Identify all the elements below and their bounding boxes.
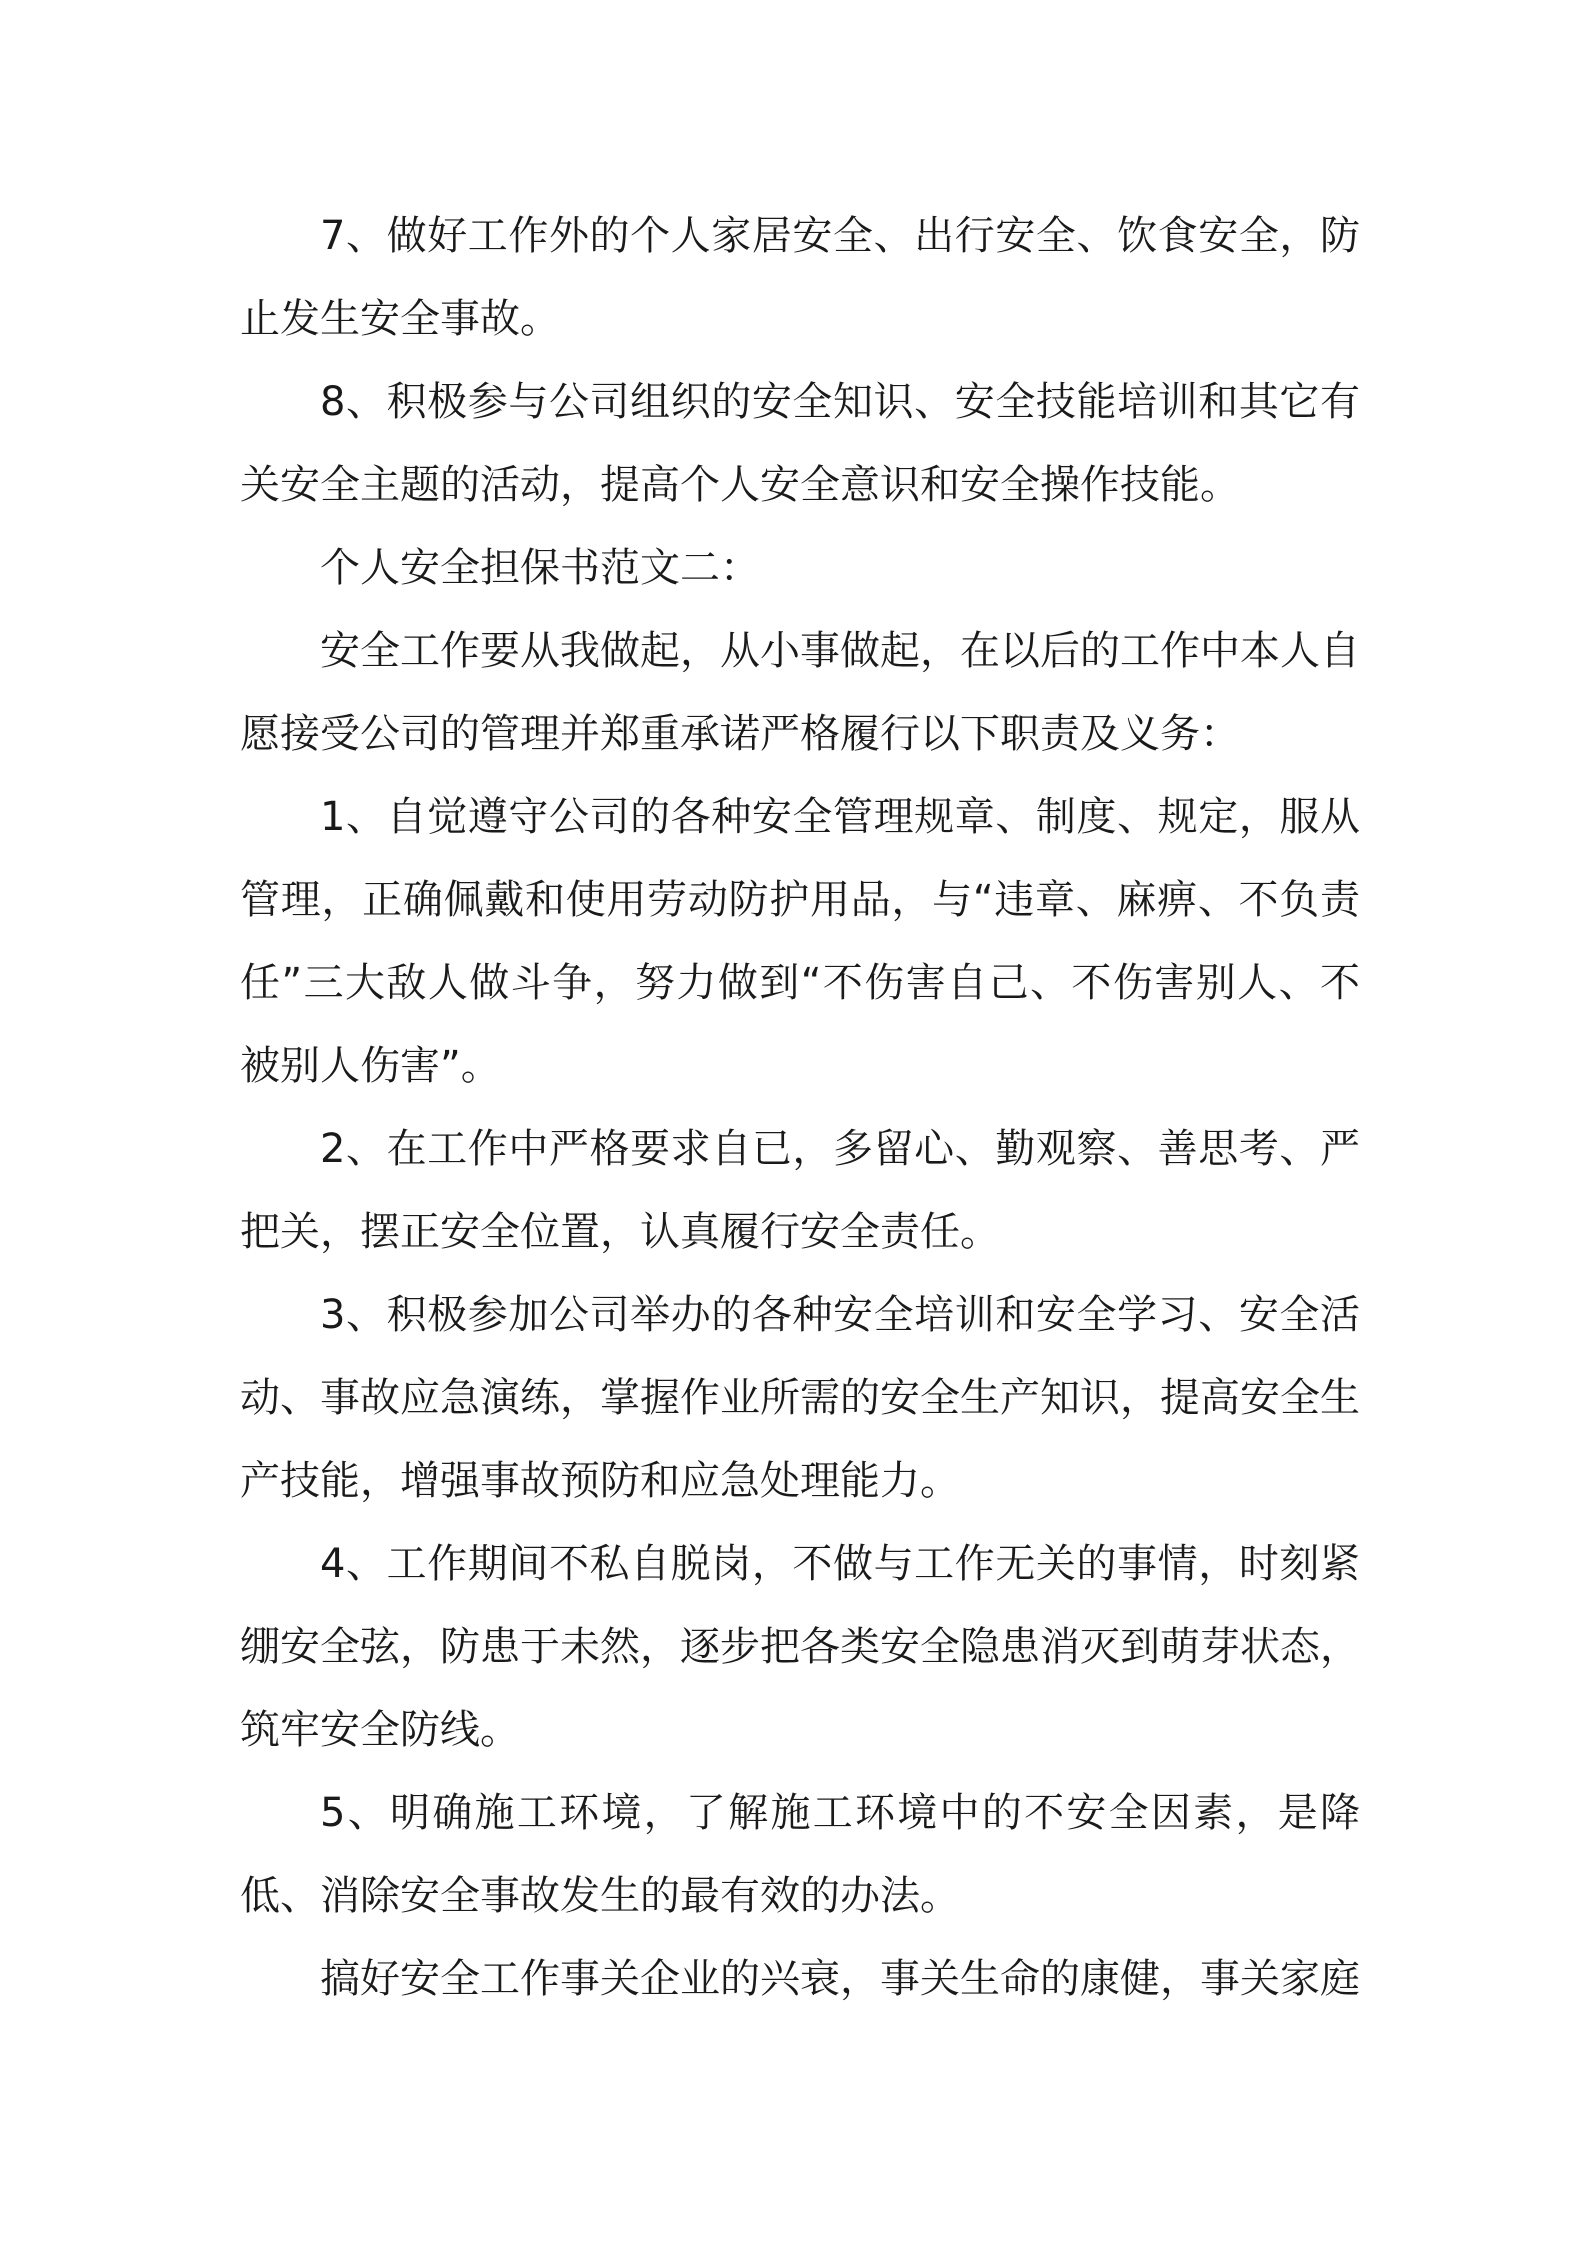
paragraph-item-5: 5、明确施工环境，了解施工环境中的不安全因素，是降低、消除安全事故发生的最有效的办法。 <box>240 1790 1360 1919</box>
intro-paragraph: 安全工作要从我做起，从小事做起，在以后的工作中本人自愿接受公司的管理并郑重承诺严格履行以下职责及义务： <box>240 628 1360 757</box>
paragraph-item-8: 8、积极参与公司组织的安全知识、安全技能培训和其它有关安全主题的活动，提高个人安全意识和安全操作技能。 <box>240 379 1360 508</box>
closing-paragraph: 搞好安全工作事关企业的兴衰，事关生命的康健，事关家庭 <box>320 1956 1360 2002</box>
paragraph-item-3: 3、积极参加公司举办的各种安全培训和安全学习、安全活动、事故应急演练，掌握作业所需的安全生产知识，提高安全生产技能，增强事故预防和应急处理能力。 <box>240 1292 1360 1504</box>
document-body <box>240 195 1360 2021</box>
paragraph-item-4: 4、工作期间不私自脱岗，不做与工作无关的事情，时刻紧绷安全弦，防患于未然，逐步把各类安全隐患消灭到萌芽状态，筑牢安全防线。 <box>240 1541 1360 1753</box>
section-heading: 个人安全担保书范文二： <box>320 545 760 591</box>
paragraph-item-7: 7、做好工作外的个人家居安全、出行安全、饮食安全，防止发生安全事故。 <box>240 213 1360 342</box>
paragraph-item-2: 2、在工作中严格要求自已，多留心、勤观察、善思考、严把关，摆正安全位置，认真履行安全责任。 <box>240 1126 1360 1255</box>
paragraph-item-1: 1、自觉遵守公司的各种安全管理规章、制度、规定，服从管理，正确佩戴和使用劳动防护用品，与“违章、麻痹、不负责任”三大敌人做斗争，努力做到“不伤害自己、不伤害别人、不被别人伤害”。 <box>240 794 1360 1089</box>
